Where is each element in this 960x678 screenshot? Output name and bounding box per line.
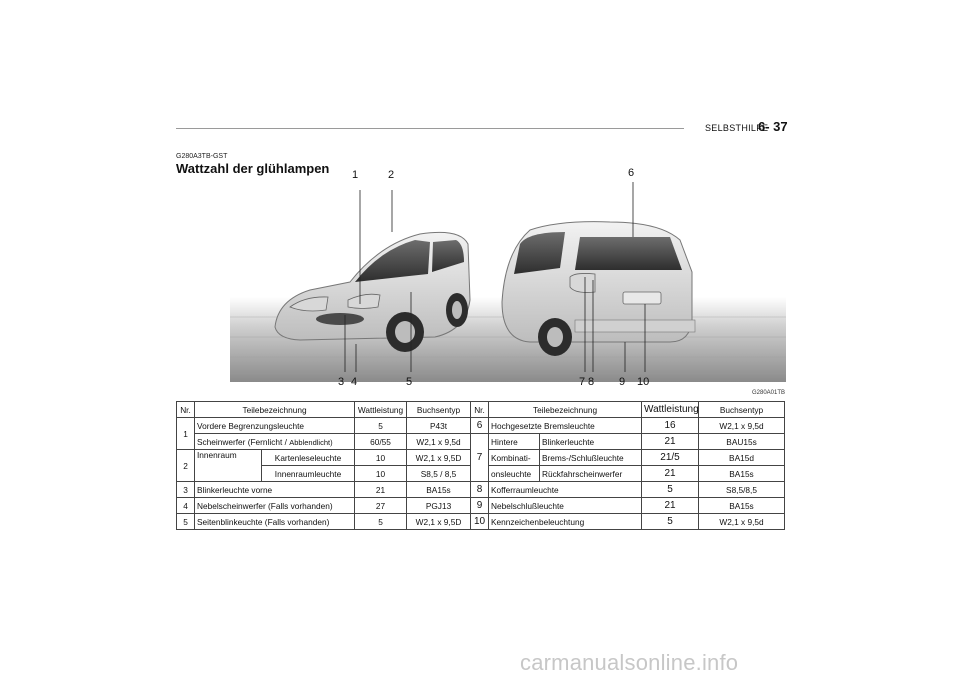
row-nr: 10 — [471, 514, 489, 530]
part-name-small: Abblendlicht) — [289, 437, 333, 447]
group-label: Kombinati- — [489, 450, 540, 466]
header-watt-right: Wattleistung — [642, 402, 699, 418]
bulb-wattage-table — [176, 401, 785, 530]
part-name — [195, 434, 355, 450]
part-name: Nebelscheinwerfer (Falls vorhanden) — [195, 498, 355, 514]
part-name: Nebelschlußleuchte — [489, 498, 642, 514]
part-name: Hochgesetzte Bremsleuchte — [489, 418, 642, 434]
callout-9: 9 — [619, 376, 626, 388]
wattage: 60/55 — [355, 434, 407, 450]
header-rule — [176, 128, 684, 129]
wattage: 16 — [642, 418, 699, 434]
bulb-location-figure — [230, 167, 786, 392]
wattage: 21/5 — [642, 450, 699, 466]
row-nr: 5 — [177, 514, 195, 530]
socket-type: W2,1 x 9,5D — [407, 450, 471, 466]
group-label: onsleuchte — [489, 466, 540, 482]
part-name-main: Scheinwerfer (Fernlicht / — [197, 436, 290, 447]
sub-part-name: Blinkerleuchte — [540, 434, 642, 450]
socket-type: S8,5 / 8,5 — [407, 466, 471, 482]
callout-5: 5 — [406, 376, 413, 388]
figure-code: G280A01TB — [752, 390, 786, 396]
section-code: G280A3TB-GST — [176, 153, 228, 160]
header-type-right: Buchsentyp — [699, 402, 785, 418]
part-name: Blinkerleuchte vorne — [195, 482, 355, 498]
section-title: SELBSTHILFE — [705, 123, 769, 133]
socket-type: W2,1 x 9,5d — [407, 434, 471, 450]
row-nr: 3 — [177, 482, 195, 498]
socket-type: BA15d — [699, 450, 785, 466]
group-label: Innenraum — [195, 450, 262, 482]
sub-part-name: Innenraumleuchte — [262, 466, 355, 482]
wattage: 10 — [355, 466, 407, 482]
table-row — [177, 418, 785, 434]
header-nr-right: Nr. — [471, 402, 489, 418]
table-row — [177, 434, 785, 450]
wattage: 5 — [642, 514, 699, 530]
socket-type: BAU15s — [699, 434, 785, 450]
socket-type: PGJ13 — [407, 498, 471, 514]
socket-type: S8,5/8,5 — [699, 482, 785, 498]
socket-type: W2,1 x 9,5D — [407, 514, 471, 530]
part-name: Vordere Begrenzungsleuchte — [195, 418, 355, 434]
sub-part-name: Rückfahrscheinwerfer — [540, 466, 642, 482]
socket-type: W2,1 x 9,5d — [699, 418, 785, 434]
wattage: 21 — [355, 482, 407, 498]
table-row — [177, 498, 785, 514]
callout-8: 8 — [588, 376, 595, 388]
header-name-left: Teilebezeichnung — [195, 402, 355, 418]
wattage: 27 — [355, 498, 407, 514]
part-name: Kofferraumleuchte — [489, 482, 642, 498]
part-name: Kennzeichenbeleuchtung — [489, 514, 642, 530]
header-nr-left: Nr. — [177, 402, 195, 418]
sub-part-name: Brems-/Schlußleuchte — [540, 450, 642, 466]
wattage: 21 — [642, 466, 699, 482]
page-title: Wattzahl der glühlampen — [176, 161, 330, 176]
row-nr: 4 — [177, 498, 195, 514]
car-illustration — [230, 167, 786, 392]
header-watt-left: Wattleistung — [355, 402, 407, 418]
socket-type: BA15s — [699, 498, 785, 514]
callout-1: 1 — [352, 169, 359, 181]
part-name: Seitenblinkeuchte (Falls vorhanden) — [195, 514, 355, 530]
callout-3: 3 — [338, 376, 345, 388]
callout-7: 7 — [579, 376, 586, 388]
wattage: 5 — [355, 514, 407, 530]
row-nr: 7 — [471, 434, 489, 482]
socket-type: BA15s — [407, 482, 471, 498]
page-number: 6- 37 — [758, 119, 788, 134]
callout-6: 6 — [628, 167, 635, 179]
callout-4: 4 — [351, 376, 358, 388]
socket-type: P43t — [407, 418, 471, 434]
callout-10: 10 — [637, 376, 650, 388]
socket-type: BA15s — [699, 466, 785, 482]
row-nr: 2 — [177, 450, 195, 482]
row-nr: 9 — [471, 498, 489, 514]
table-row — [177, 514, 785, 530]
callout-2: 2 — [388, 169, 395, 181]
wattage: 21 — [642, 434, 699, 450]
front-car — [275, 232, 470, 352]
header-name-right: Teilebezeichnung — [489, 402, 642, 418]
wattage: 10 — [355, 450, 407, 466]
table-header-row — [177, 402, 785, 418]
rear-car — [502, 222, 695, 356]
header-type-left: Buchsentyp — [407, 402, 471, 418]
group-label: Hintere — [489, 434, 540, 450]
row-nr: 1 — [177, 418, 195, 450]
socket-type: W2,1 x 9,5d — [699, 514, 785, 530]
table-row — [177, 482, 785, 498]
wattage: 21 — [642, 498, 699, 514]
watermark: carmanualsonline.info — [520, 650, 739, 675]
row-nr: 8 — [471, 482, 489, 498]
row-nr: 6 — [471, 418, 489, 434]
sub-part-name: Kartenleseleuchte — [262, 450, 355, 466]
wattage: 5 — [355, 418, 407, 434]
wattage: 5 — [642, 482, 699, 498]
